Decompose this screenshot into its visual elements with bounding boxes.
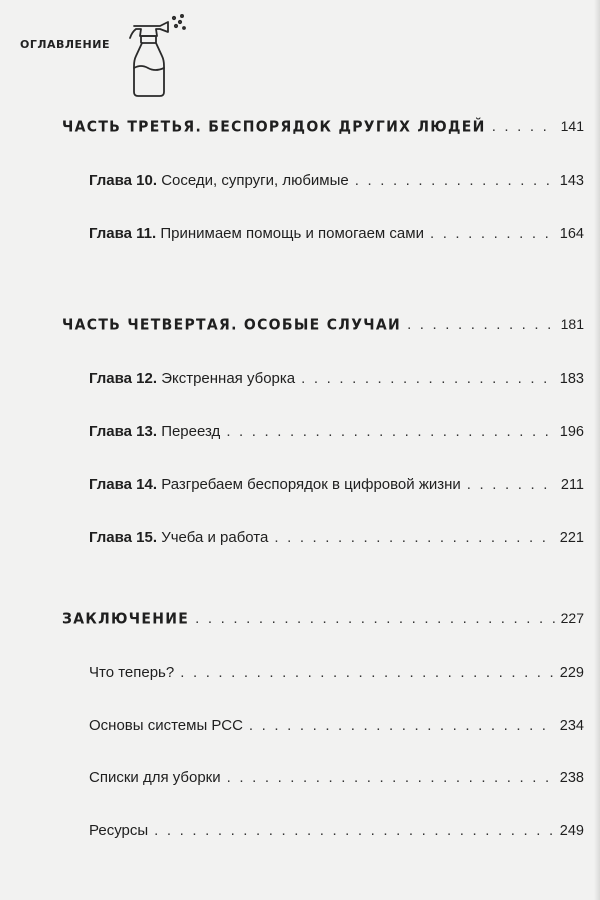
toc-page-number: 143: [559, 173, 584, 189]
toc-chapter-row[interactable]: [89, 370, 584, 387]
toc-leader-dots: [407, 316, 555, 333]
toc-chapter-label: [89, 172, 349, 189]
toc-page-number: 249: [559, 823, 584, 839]
toc-part-title: ЧАСТЬ ТРЕТЬЯ. БЕСПОРЯДОК ДРУГИХ ЛЮДЕЙ: [62, 118, 486, 136]
toc-leader-dots: [467, 476, 555, 493]
toc-page-number: 196: [559, 424, 584, 440]
toc-chapter-title: Учеба и работа: [161, 529, 269, 546]
toc-chapter-label: [89, 225, 424, 242]
toc-chapter-title: Разгребаем беспорядок в цифровой жизни: [161, 476, 461, 493]
toc-chapter-label: [89, 476, 461, 493]
toc-chapter-label: [89, 529, 268, 546]
toc-chapter-title: Что теперь?: [89, 664, 175, 681]
toc-chapter-row[interactable]: [89, 529, 584, 546]
toc-leader-dots: [492, 118, 555, 135]
toc-part-title: ЗАКЛЮЧЕНИЕ: [62, 610, 190, 628]
toc-page-number: 183: [559, 371, 584, 387]
toc-page-number: 229: [559, 665, 584, 681]
toc-leader-dots: [195, 610, 554, 627]
toc-chapter-title: Принимаем помощь и помогаем сами: [160, 225, 424, 242]
toc-part-row[interactable]: [62, 118, 584, 135]
toc-page-number: 211: [560, 477, 584, 493]
toc-leader-dots: [180, 664, 554, 681]
toc-chapter-number: Глава 13.: [89, 423, 158, 440]
toc-header-label: ОГЛАВЛЕНИЕ: [20, 38, 110, 51]
toc-chapter-number: Глава 15.: [89, 529, 158, 546]
toc-chapter-title: Списки для уборки: [89, 769, 221, 786]
toc-leader-dots: [154, 822, 554, 839]
toc-chapter-number: Глава 10.: [89, 172, 158, 189]
toc-leader-dots: [227, 769, 554, 786]
toc-chapter-title: Ресурсы: [89, 822, 149, 839]
toc-chapter-title: Переезд: [161, 423, 221, 440]
toc-chapter-row[interactable]: [89, 822, 584, 839]
toc-chapter-row[interactable]: [89, 717, 584, 734]
toc-chapter-number: Глава 14.: [89, 476, 158, 493]
page-edge-shadow: [594, 0, 600, 900]
toc-chapter-row[interactable]: [89, 664, 584, 681]
toc-chapter-label: [89, 370, 295, 387]
toc-chapter-title: Экстренная уборка: [161, 370, 296, 387]
toc-leader-dots: [249, 717, 554, 734]
toc-chapter-label: [89, 423, 220, 440]
toc-leader-dots: [274, 529, 553, 546]
toc-leader-dots: [226, 423, 553, 440]
toc-chapter-row[interactable]: [89, 423, 584, 440]
toc-chapter-row[interactable]: [89, 476, 584, 493]
toc-page-number: 164: [559, 226, 584, 242]
toc-page-number: 141: [560, 118, 584, 134]
toc-chapter-title: Основы системы РСС: [89, 717, 243, 734]
toc-part-row[interactable]: [62, 316, 584, 333]
toc-leader-dots: [301, 370, 554, 387]
toc-chapter-number: Глава 11.: [89, 225, 157, 242]
toc-page-number: 181: [560, 316, 584, 332]
spray-bottle-icon: [126, 12, 190, 98]
toc-part-title: ЧАСТЬ ЧЕТВЕРТАЯ. ОСОБЫЕ СЛУЧАИ: [62, 316, 402, 334]
toc-part-row[interactable]: [62, 610, 584, 627]
toc-leader-dots: [355, 172, 554, 189]
toc-chapter-row[interactable]: [89, 225, 584, 242]
toc-page-number: 221: [559, 530, 584, 546]
toc-chapter-row[interactable]: [89, 769, 584, 786]
toc-page-number: 238: [559, 770, 584, 786]
toc-page-number: 234: [559, 718, 584, 734]
toc-chapter-title: Соседи, супруги, любимые: [161, 172, 349, 189]
toc-chapter-row[interactable]: [89, 172, 584, 189]
toc-chapter-number: Глава 12.: [89, 370, 158, 387]
toc-page-number: 227: [560, 610, 584, 626]
toc-leader-dots: [430, 225, 554, 242]
